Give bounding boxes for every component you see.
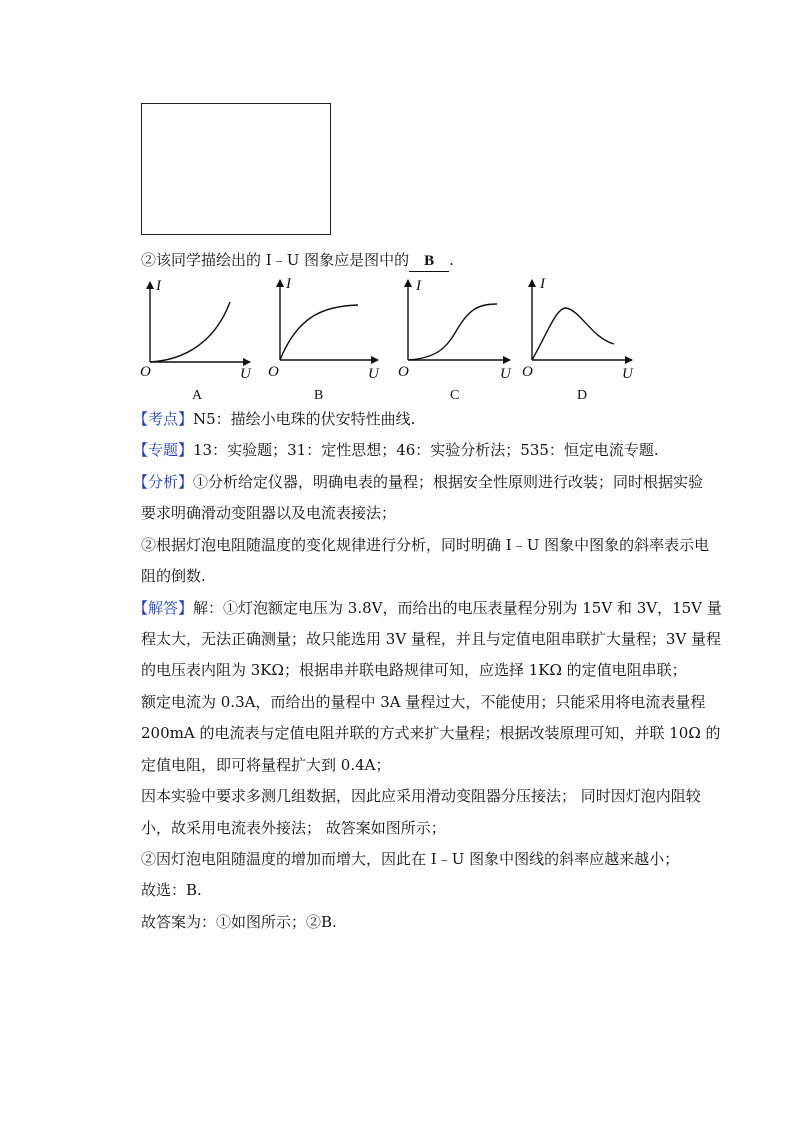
graph-panel-c — [398, 278, 512, 403]
curve-a — [150, 302, 230, 362]
axis-label-i: I — [416, 278, 421, 294]
section-jieda — [133, 598, 722, 618]
fenxi-line: 要求明确滑动变阻器以及电流表接法； — [141, 504, 397, 522]
origin-label: O — [398, 364, 409, 380]
fenxi-line: ②根据灯泡电阻随温度的变化规律进行分析，同时明确 I﹣U 图象中图象的斜率表示电 — [141, 536, 710, 554]
zhuanti-tag: 【专题】 — [133, 441, 194, 459]
jieda-line: 故答案为：①如图所示；②B. — [141, 913, 337, 931]
panel-label-b: B — [314, 388, 324, 403]
jieda-line: 200mA 的电流表与定值电阻并联的方式来扩大量程；根据改装原理可知，并联 10Ω 的 — [141, 724, 721, 742]
jieda-line: 定值电阻，即可将量程扩大到 0.4A； — [141, 756, 391, 774]
axis-label-u: U — [240, 366, 251, 382]
axis-label-i: I — [156, 278, 161, 294]
curve-b — [280, 305, 358, 360]
axis-label-u: U — [368, 366, 379, 382]
jieda-line: 的电压表内阻为 3KΩ；根据串并联电路规律可知，应选择 1KΩ 的定值电阻串联； — [141, 661, 687, 679]
jieda-tag: 【解答】 — [133, 599, 194, 617]
axis-label-u: U — [500, 366, 511, 382]
jieda-line: 小，故采用电流表外接法； 故答案如图所示； — [141, 819, 446, 837]
circuit-diagram-box — [141, 103, 331, 235]
jieda-line: ②因灯泡电阻随温度的增加而增大，因此在 I﹣U 图象中图线的斜率应越来越小； — [141, 850, 680, 868]
zhuanti-text: 13：实验题；31：定性思想；46：实验分析法；535：恒定电流专题. — [193, 441, 659, 459]
kaodian-tag: 【考点】 — [133, 410, 194, 428]
graph-panel-a — [140, 278, 252, 403]
curve-d — [532, 308, 614, 360]
jieda-line: 故选：B. — [141, 881, 202, 899]
axis-label-i: I — [286, 276, 291, 292]
jieda-line: 额定电流为 0.3A，而给出的量程中 3A 量程过大，不能使用；只能采用将电流表量程 — [141, 693, 706, 711]
jieda-line: 程太大，无法正确测量；故只能选用 3V 量程，并且与定值电阻串联扩大量程；3V 量程 — [141, 630, 722, 648]
axis-label-i: I — [540, 276, 545, 292]
kaodian-text: N5：描绘小电珠的伏安特性曲线. — [193, 410, 416, 428]
axis-label-u: U — [622, 366, 633, 382]
curve-c — [408, 304, 497, 360]
graph-panel-d — [522, 276, 634, 403]
question-line — [141, 250, 454, 272]
origin-label: O — [140, 364, 151, 380]
panel-label-a: A — [192, 388, 203, 403]
section-fenxi — [133, 472, 704, 492]
section-kaodian — [133, 409, 673, 429]
jieda-line: 因本实验中要求多测几组数据，因此应采用滑动变阻器分压接法； 同时因灯泡内阻较 — [141, 787, 701, 805]
fenxi-line: 阻的倒数. — [141, 567, 206, 585]
question-suffix: . — [449, 251, 454, 269]
fenxi-tag: 【分析】 — [133, 473, 194, 491]
origin-label: O — [268, 364, 279, 380]
answer-blank: B — [409, 251, 449, 272]
section-zhuanti — [133, 440, 673, 460]
question-prefix: ②该同学描绘出的 I﹣U 图象应是图中的 — [141, 251, 410, 269]
panel-label-d: D — [577, 388, 588, 403]
panel-label-c: C — [450, 388, 460, 403]
graph-panel-b — [268, 276, 380, 403]
jieda-line: 解：①灯泡额定电压为 3.8V，而给出的电压表量程分别为 15V 和 3V，15V 量 — [193, 599, 722, 617]
iu-graphs — [0, 270, 800, 410]
fenxi-line: ①分析给定仪器，明确电表的量程；根据安全性原则进行改装；同时根据实验 — [193, 473, 704, 491]
origin-label: O — [522, 364, 533, 380]
